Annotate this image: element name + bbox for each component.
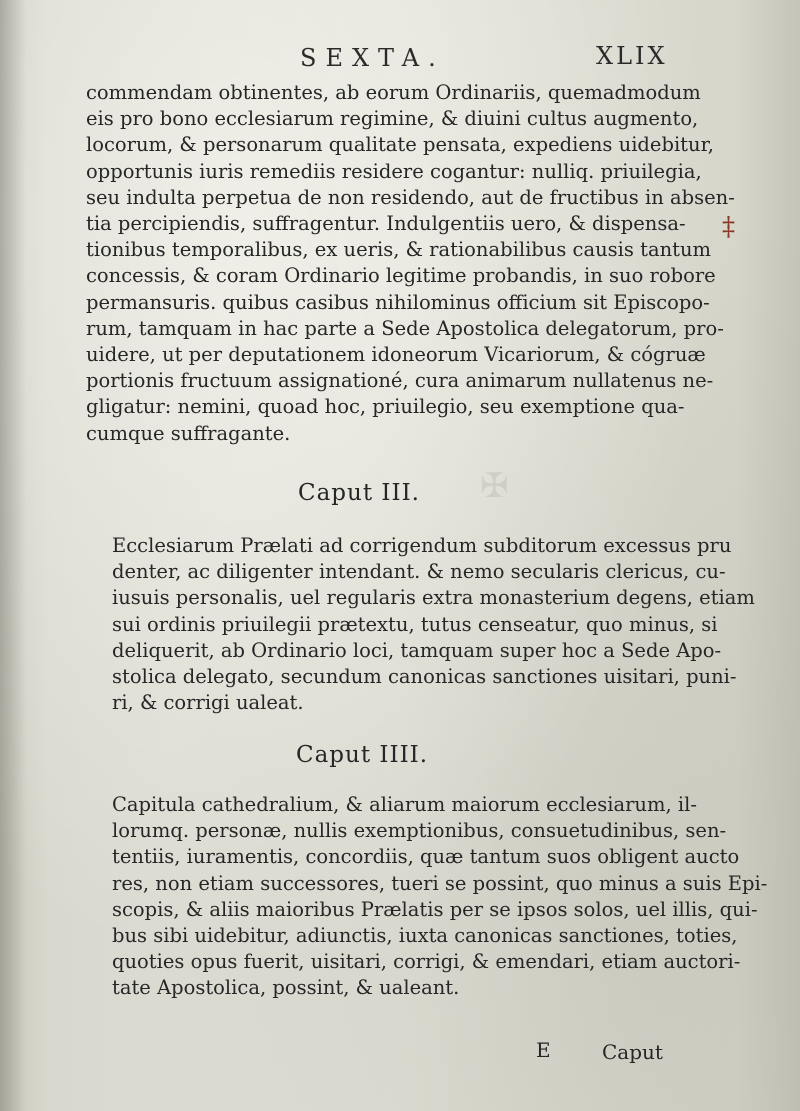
text-line: permansuris. quibus casibus nihilominus officium sit Episcopo- xyxy=(86,290,710,314)
text-line: Ecclesiarum Prælati ad corrigendum subditorum excessus pru xyxy=(112,534,732,557)
text-line: lorumq. personæ, nullis exemptionibus, consuetudinibus, sen- xyxy=(112,819,727,843)
text-line: stolica delegato, secundum canonicas sanctiones uisitari, puni- xyxy=(112,665,737,689)
text-line: rum, tamquam in hac parte a Sede Apostolica delegatorum, pro- xyxy=(86,316,724,340)
text-line: tionibus temporalibus, ex ueris, & rationabilibus causis tantum xyxy=(86,238,712,262)
text-section-continuation xyxy=(86,80,735,447)
text-line: commendam obtinentes, ab eorum Ordinariis, quemadmodum xyxy=(86,81,701,104)
text-line: tentiis, iuramentis, concordiis, quæ tantum suos obligent aucto xyxy=(112,845,740,869)
text-line: iusuis personalis, uel regularis extra monasterium degens, etiam xyxy=(112,586,755,610)
text-line: Capitula cathedralium, & aliarum maiorum ecclesiarum, il- xyxy=(112,793,697,816)
signature-mark: E xyxy=(536,1038,551,1062)
text-line: concessis, & coram Ordinario legitime probandis, in suo robore xyxy=(86,264,716,288)
marginal-annotation-mark: ‡ xyxy=(722,212,735,242)
text-line: res, non etiam successores, tueri se possint, quo minus a suis Epi- xyxy=(112,871,768,895)
text-line: sui ordinis priuilegii prætextu, tutus censeatur, quo minus, si xyxy=(112,612,718,636)
text-line: seu indulta perpetua de non residendo, aut de fructibus in absen- xyxy=(86,185,735,209)
text-line: uidere, ut per deputationem idoneorum Vicariorum, & cógruæ xyxy=(86,343,706,367)
catchword: Caput xyxy=(602,1040,663,1064)
gutter-shadow xyxy=(0,0,26,1111)
chapter-3-text xyxy=(112,533,755,716)
text-line: bus sibi uidebitur, adiunctis, iuxta canonicas sanctiones, toties, xyxy=(112,924,738,948)
text-line: ri, & corrigi ualeat. xyxy=(112,691,304,715)
text-line: cumque suffragante. xyxy=(86,421,291,445)
text-line: deliquerit, ab Ordinario loci, tamquam super hoc a Sede Apo- xyxy=(112,638,722,662)
running-title: SEXTA. xyxy=(300,44,445,72)
chapter-3-heading: Caput III. xyxy=(298,480,420,506)
text-line: portionis fructuum assignationé, cura animarum nullatenus ne- xyxy=(86,369,714,393)
chapter-4-text xyxy=(112,792,768,1002)
text-line: gligatur: nemini, quoad hoc, priuilegio, seu exemptione qua- xyxy=(86,395,685,419)
chapter-4-heading: Caput IIII. xyxy=(296,742,429,768)
text-line: denter, ac diligenter intendant. & nemo secularis clericus, cu- xyxy=(112,560,726,584)
text-line: tate Apostolica, possint, & ualeant. xyxy=(112,976,460,1000)
text-line: scopis, & aliis maioribus Prælatis per se ipsos solos, uel illis, qui- xyxy=(112,897,758,921)
text-line: locorum, & personarum qualitate pensata, expediens uidebitur, xyxy=(86,133,714,157)
folio-number: XLIX xyxy=(596,42,668,70)
text-line: opportunis iuris remediis residere cogantur: nulliq. priuilegia, xyxy=(86,159,702,183)
text-line: quoties opus fuerit, uisitari, corrigi, & emendari, etiam auctori- xyxy=(112,950,741,974)
text-line: eis pro bono ecclesiarum regimine, & diuini cultus augmento, xyxy=(86,107,699,131)
text-line: tia percipiendis, suffragentur. Indulgentiis uero, & dispensa- xyxy=(86,212,686,236)
show-through-decoration: ✠ xyxy=(480,466,513,506)
